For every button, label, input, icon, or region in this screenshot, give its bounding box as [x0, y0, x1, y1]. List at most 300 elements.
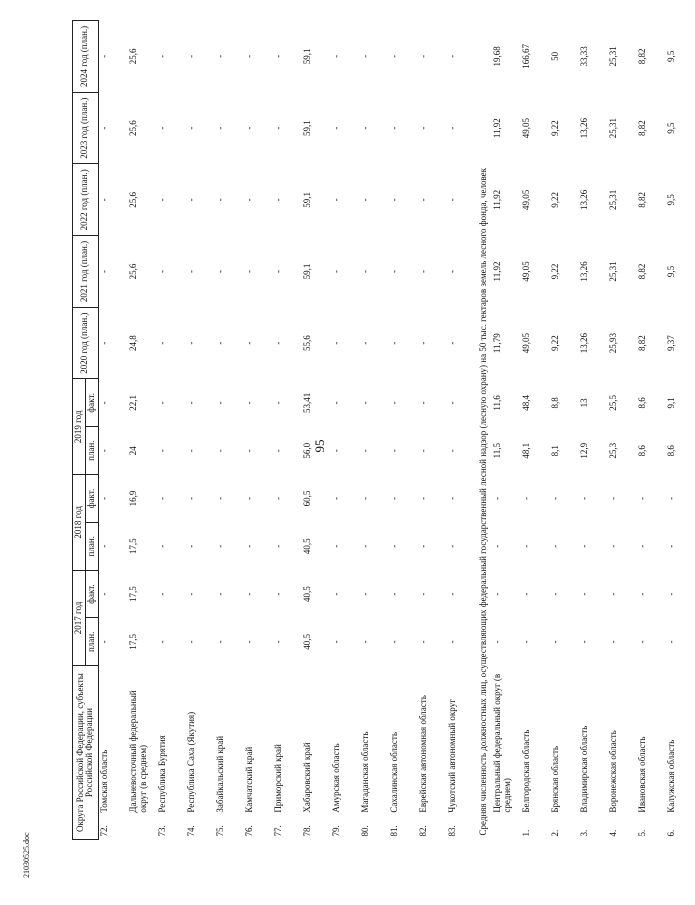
row-value-cell: - — [388, 126, 399, 130]
row-value-cell: - — [243, 54, 254, 58]
row-region-name: Ивановская область — [636, 736, 647, 813]
row-value-cell: - — [636, 496, 647, 500]
row-value-cell: - — [446, 401, 457, 405]
row-value-cell: - — [185, 592, 196, 596]
row-value-cell: - — [359, 640, 370, 644]
row-value-cell: - — [156, 270, 167, 273]
row-value-cell: 25,31 — [607, 261, 618, 282]
row-region-name: Магаданская область — [359, 731, 370, 813]
row-value-cell: 8,8 — [549, 397, 560, 409]
row-value-cell: - — [491, 544, 502, 548]
fact-subheader: факт. — [85, 570, 98, 618]
row-value-cell: - — [665, 592, 676, 596]
row-value-cell: 11,5 — [491, 442, 502, 459]
row-value-cell: - — [243, 592, 254, 596]
row-value-cell: - — [243, 126, 254, 130]
row-value-cell: 11,6 — [491, 395, 502, 411]
row-value-cell: - — [185, 198, 196, 202]
row-value-cell: - — [388, 640, 399, 644]
row-value-cell: 13,26 — [578, 189, 589, 210]
row-value-cell: - — [330, 341, 341, 345]
row-value-cell: 9,5 — [665, 50, 676, 63]
row-value-cell: - — [156, 54, 167, 58]
row-value-cell: - — [417, 126, 428, 130]
row-value-cell: 13,26 — [578, 118, 589, 139]
row-value-cell: - — [549, 640, 560, 644]
row-value-cell: - — [636, 592, 647, 596]
row-value-cell: - — [491, 640, 502, 644]
row-value-cell: 50 — [549, 51, 560, 61]
row-value-cell: - — [417, 544, 428, 548]
row-value-cell: - — [359, 401, 370, 405]
row-value-cell: 49,05 — [520, 118, 531, 139]
row-value-cell: - — [665, 640, 676, 644]
row-value-cell: - — [243, 198, 254, 202]
row-value-cell: - — [578, 496, 589, 500]
row-value-cell: 8,82 — [636, 191, 647, 208]
row-value-cell: 53,41 — [301, 392, 312, 414]
row-value-cell: - — [636, 640, 647, 644]
row-value-cell: - — [272, 592, 283, 596]
row-value-cell: - — [388, 341, 399, 345]
row-value-cell: - — [185, 126, 196, 130]
row-value-cell: - — [446, 640, 457, 644]
row-region-name: Центральный федеральный округ (в среднем) — [491, 673, 512, 813]
table-row — [666, 21, 695, 840]
row-value-cell: - — [330, 640, 341, 644]
row-value-cell: - — [156, 126, 167, 130]
row-value-cell: - — [359, 544, 370, 548]
row-value-cell: - — [446, 270, 457, 273]
row-region-name: Воронежская область — [607, 730, 618, 813]
statistics-table — [72, 20, 695, 840]
row-value-cell: 9,37 — [665, 335, 676, 352]
row-value-cell: - — [330, 544, 341, 548]
row-value-cell: - — [330, 270, 341, 273]
table-row — [98, 21, 128, 840]
row-value-cell: - — [98, 341, 109, 345]
row-index: 75. — [214, 825, 225, 837]
row-value-cell: - — [214, 198, 225, 202]
row-value-cell: - — [446, 449, 457, 453]
row-value-cell: 24 — [127, 446, 138, 456]
table-row — [128, 21, 157, 840]
row-value-cell: - — [388, 544, 399, 548]
row-value-cell: - — [272, 198, 283, 202]
row-index: 6. — [665, 829, 676, 837]
table-row — [492, 21, 521, 840]
row-value-cell: - — [98, 401, 109, 405]
row-value-cell: - — [243, 640, 254, 644]
table-row — [157, 21, 186, 840]
row-value-cell: - — [243, 449, 254, 453]
row-value-cell: 17,5 — [127, 538, 138, 555]
row-value-cell: 19,68 — [491, 46, 502, 67]
table-row — [273, 21, 302, 840]
row-value-cell: 8,6 — [665, 445, 676, 457]
row-value-cell: 33,33 — [578, 46, 589, 67]
row-value-cell: 11,79 — [491, 333, 502, 354]
row-value-cell: 25,6 — [127, 191, 138, 208]
row-value-cell: 25,93 — [607, 333, 618, 354]
row-value-cell: 17,5 — [127, 586, 138, 602]
row-value-cell: 9,22 — [549, 263, 560, 280]
row-value-cell: - — [214, 401, 225, 405]
row-value-cell: - — [214, 270, 225, 273]
row-value-cell: - — [214, 54, 225, 58]
row-value-cell: - — [330, 198, 341, 202]
row-value-cell: - — [98, 449, 109, 453]
row-index: 78. — [301, 825, 312, 837]
row-value-cell: 9,22 — [549, 335, 560, 352]
row-value-cell: 25,6 — [127, 120, 138, 137]
row-value-cell: 48,1 — [520, 442, 531, 459]
row-value-cell: - — [359, 198, 370, 202]
row-value-cell: - — [243, 341, 254, 345]
row-value-cell: 11,92 — [491, 261, 502, 282]
row-region-name: Томская область — [98, 749, 109, 813]
row-region-name: Республика Бурятия — [156, 735, 167, 813]
row-value-cell: - — [359, 270, 370, 273]
row-value-cell: - — [491, 592, 502, 596]
row-value-cell: - — [446, 126, 457, 130]
row-value-cell: 9,22 — [549, 191, 560, 208]
row-region-name: Брянская область — [549, 745, 560, 813]
table-row — [579, 21, 608, 840]
row-value-cell: - — [330, 54, 341, 58]
row-value-cell: 11,92 — [491, 189, 502, 210]
row-value-cell: - — [446, 496, 457, 500]
row-value-cell: - — [156, 496, 167, 500]
row-index — [492, 816, 521, 840]
row-value-cell: 25,5 — [607, 395, 618, 411]
row-value-cell: - — [98, 592, 109, 596]
row-value-cell: - — [417, 496, 428, 500]
row-index: 3. — [578, 829, 589, 837]
row-region-name: Калужская область — [665, 739, 676, 813]
row-value-cell: 8,6 — [636, 397, 647, 409]
row-region-name: Амурская область — [330, 743, 341, 813]
row-value-cell: - — [665, 544, 676, 548]
row-value-cell: 40,5 — [301, 633, 312, 650]
row-value-cell: - — [359, 54, 370, 58]
row-value-cell: - — [607, 592, 618, 596]
row-value-cell: - — [214, 449, 225, 453]
row-value-cell: - — [185, 401, 196, 405]
row-value-cell: - — [520, 592, 531, 596]
row-value-cell: - — [417, 341, 428, 345]
row-value-cell: 60,5 — [301, 490, 312, 507]
row-value-cell: 8,6 — [636, 445, 647, 457]
row-value-cell: - — [156, 592, 167, 596]
table-row — [637, 21, 666, 840]
row-value-cell: - — [185, 640, 196, 644]
row-value-cell: - — [272, 270, 283, 273]
row-index: 83. — [446, 825, 457, 837]
row-value-cell: - — [98, 270, 109, 273]
row-value-cell: - — [330, 401, 341, 405]
row-value-cell: - — [417, 54, 428, 58]
row-value-cell: - — [446, 198, 457, 202]
row-value-cell: - — [272, 341, 283, 345]
row-value-cell: 49,05 — [520, 333, 531, 354]
row-value-cell: - — [330, 592, 341, 596]
table-body-officers — [492, 21, 695, 840]
row-value-cell: - — [272, 496, 283, 500]
row-value-cell: - — [417, 449, 428, 453]
row-value-cell: - — [185, 270, 196, 273]
table-row — [244, 21, 273, 840]
row-region-name: Республика Саха (Якутия) — [185, 711, 196, 813]
row-value-cell: 59,1 — [301, 48, 312, 65]
row-value-cell: - — [243, 270, 254, 273]
row-value-cell: 8,82 — [636, 120, 647, 137]
row-value-cell: - — [388, 496, 399, 500]
row-region-name: Хабаровский край — [301, 742, 312, 813]
row-value-cell: - — [607, 640, 618, 644]
plan-subheader: план. — [85, 618, 98, 666]
row-index: 76. — [243, 825, 254, 837]
row-value-cell: - — [98, 126, 109, 130]
row-value-cell: 8,82 — [636, 335, 647, 352]
row-region-name: Камчатский край — [243, 746, 254, 813]
row-index: 81. — [388, 825, 399, 837]
row-value-cell: - — [243, 496, 254, 500]
row-value-cell: - — [446, 54, 457, 58]
row-value-cell: 25,6 — [127, 48, 138, 65]
row-value-cell: - — [607, 544, 618, 548]
table-row — [331, 21, 360, 840]
section-heading — [476, 21, 492, 840]
row-value-cell: 40,5 — [301, 538, 312, 555]
row-value-cell: - — [243, 401, 254, 405]
row-index: 79. — [330, 825, 341, 837]
row-value-cell: - — [549, 496, 560, 500]
row-value-cell: - — [272, 640, 283, 644]
row-value-cell: 166,67 — [520, 44, 531, 69]
row-value-cell: - — [185, 54, 196, 58]
row-region-name: Приморский край — [272, 744, 283, 813]
year-2022-header: 2022 год (план.) — [73, 164, 99, 236]
row-value-cell: 48,4 — [520, 395, 531, 411]
row-value-cell: - — [446, 592, 457, 596]
row-value-cell: 11,92 — [491, 118, 502, 139]
row-value-cell: - — [578, 592, 589, 596]
row-value-cell: 56,0 — [301, 442, 312, 459]
row-value-cell: - — [388, 401, 399, 405]
row-value-cell: 25,3 — [607, 442, 618, 459]
row-value-cell: - — [156, 401, 167, 405]
row-value-cell: - — [156, 341, 167, 345]
row-value-cell: 13 — [578, 398, 589, 408]
row-value-cell: 25,31 — [607, 46, 618, 67]
table-row — [550, 21, 579, 840]
row-index: 2. — [549, 829, 560, 837]
table-row — [389, 21, 418, 840]
row-value-cell: - — [214, 126, 225, 130]
row-value-cell: - — [98, 544, 109, 548]
row-value-cell: - — [98, 496, 109, 500]
row-region-name: Еврейская автономная область — [417, 695, 428, 813]
row-value-cell: 49,05 — [520, 189, 531, 210]
row-value-cell: - — [388, 198, 399, 202]
table-row — [360, 21, 389, 840]
row-value-cell: 9,1 — [665, 397, 676, 409]
row-value-cell: - — [214, 544, 225, 548]
year-2020-header: 2020 год (план.) — [73, 307, 99, 379]
row-value-cell: 16,9 — [127, 490, 138, 507]
row-value-cell: - — [549, 592, 560, 596]
row-value-cell: - — [330, 449, 341, 453]
row-value-cell: - — [388, 449, 399, 453]
row-value-cell: 22,1 — [127, 395, 138, 411]
row-value-cell: 59,1 — [301, 263, 312, 280]
row-value-cell: - — [417, 401, 428, 405]
row-value-cell: - — [359, 592, 370, 596]
row-value-cell: - — [272, 544, 283, 548]
row-value-cell: - — [185, 449, 196, 453]
row-value-cell: 40,5 — [301, 586, 312, 602]
row-index: 80. — [359, 825, 370, 837]
year-2023-header: 2023 год (план.) — [73, 92, 99, 164]
row-value-cell: 24,8 — [127, 335, 138, 352]
row-value-cell: - — [185, 341, 196, 345]
table-row — [215, 21, 244, 840]
row-value-cell: - — [520, 496, 531, 500]
row-value-cell: - — [520, 544, 531, 548]
row-value-cell: - — [330, 126, 341, 130]
row-value-cell: 13,26 — [578, 333, 589, 354]
row-value-cell: 9,5 — [665, 194, 676, 206]
row-value-cell: - — [272, 449, 283, 453]
year-2018-header: 2018 год — [73, 475, 86, 571]
row-value-cell: 25,31 — [607, 118, 618, 139]
row-value-cell: - — [446, 544, 457, 548]
fact-subheader: факт. — [85, 475, 98, 523]
row-value-cell: - — [185, 496, 196, 500]
row-value-cell: - — [665, 496, 676, 500]
row-index: 72. — [98, 825, 109, 837]
section-title: Средняя численность должностных лиц, осуществляющих федеральный государственный лесной надзор (лесную охрану) на 50 тыс. гектаров земель лесного фонда, человек — [477, 167, 488, 836]
row-value-cell: - — [359, 126, 370, 130]
row-value-cell: - — [388, 270, 399, 273]
row-region-name: Чукотский автономный округ — [446, 699, 457, 813]
row-value-cell: - — [446, 341, 457, 345]
row-value-cell: - — [359, 341, 370, 345]
row-index: 82. — [417, 825, 428, 837]
row-index: 4. — [607, 829, 618, 837]
row-value-cell: - — [578, 640, 589, 644]
row-value-cell: 59,1 — [301, 191, 312, 208]
year-2024-header: 2024 год (план.) — [73, 21, 99, 93]
row-region-name: Забайкальский край — [214, 735, 225, 813]
row-value-cell: - — [214, 640, 225, 644]
row-value-cell: - — [388, 592, 399, 596]
row-region-name: Белгородская область — [520, 729, 531, 813]
document-filename: 21030525.doc — [22, 832, 31, 878]
row-value-cell: - — [417, 592, 428, 596]
region-column-header: Округа Российской Федерации, субъекты Российской Федерации — [73, 666, 99, 840]
row-value-cell: - — [330, 496, 341, 500]
row-index: 5. — [636, 829, 647, 837]
row-value-cell: - — [98, 54, 109, 58]
row-value-cell: - — [156, 198, 167, 202]
row-value-cell: 8,1 — [549, 445, 560, 457]
table-row — [521, 21, 550, 840]
row-value-cell: - — [520, 640, 531, 644]
row-value-cell: 59,1 — [301, 120, 312, 137]
row-value-cell: 8,82 — [636, 48, 647, 65]
row-value-cell: - — [214, 592, 225, 596]
row-value-cell: 9,22 — [549, 120, 560, 137]
row-index: 77. — [272, 825, 283, 837]
row-region-name: Владимирская область — [578, 725, 589, 813]
row-value-cell: 9,5 — [665, 122, 676, 134]
row-value-cell: 17,5 — [127, 633, 138, 650]
row-value-cell: 12,9 — [578, 442, 589, 459]
row-value-cell: - — [272, 401, 283, 405]
table-row — [418, 21, 447, 840]
row-value-cell: 25,6 — [127, 263, 138, 280]
row-value-cell: 25,31 — [607, 189, 618, 210]
plan-subheader: план. — [85, 427, 98, 475]
row-value-cell: 13,26 — [578, 261, 589, 282]
row-value-cell: - — [549, 544, 560, 548]
fact-subheader: факт. — [85, 379, 98, 427]
table-body-forest-area — [98, 21, 476, 840]
year-2021-header: 2021 год (план.) — [73, 236, 99, 308]
row-region-name: Сахалинская область — [388, 732, 399, 813]
row-value-cell: - — [359, 449, 370, 453]
year-2017-header: 2017 год — [73, 570, 86, 666]
rotated-table-container — [72, 20, 676, 840]
row-value-cell: - — [98, 640, 109, 644]
row-value-cell: - — [156, 544, 167, 548]
row-value-cell: - — [388, 54, 399, 58]
row-value-cell: - — [272, 126, 283, 130]
row-value-cell: - — [578, 544, 589, 548]
row-index: 73. — [156, 825, 167, 837]
row-value-cell: - — [417, 198, 428, 202]
row-value-cell: - — [272, 54, 283, 58]
row-index — [128, 816, 157, 840]
row-value-cell: 55,6 — [301, 335, 312, 352]
row-value-cell: - — [491, 496, 502, 500]
row-value-cell: 9,5 — [665, 265, 676, 278]
row-region-name: Дальневосточный федеральный округ (в среднем) — [127, 690, 148, 813]
row-index: 74. — [185, 825, 196, 837]
row-value-cell: 8,82 — [636, 263, 647, 280]
row-value-cell: - — [156, 640, 167, 644]
row-value-cell: - — [607, 496, 618, 500]
table-row — [608, 21, 637, 840]
table-row — [186, 21, 215, 840]
year-2019-header: 2019 год — [73, 379, 86, 475]
row-index: 1. — [520, 829, 531, 837]
row-value-cell: - — [417, 640, 428, 644]
row-value-cell: - — [417, 270, 428, 273]
row-value-cell: - — [214, 341, 225, 345]
row-value-cell: - — [243, 544, 254, 548]
table-row — [302, 21, 331, 840]
row-value-cell: - — [185, 544, 196, 548]
row-value-cell: - — [359, 496, 370, 500]
row-value-cell: - — [636, 544, 647, 548]
row-value-cell: 49,05 — [520, 261, 531, 282]
row-value-cell: - — [156, 449, 167, 453]
page-number: 95 — [312, 439, 327, 453]
row-value-cell: - — [214, 496, 225, 500]
